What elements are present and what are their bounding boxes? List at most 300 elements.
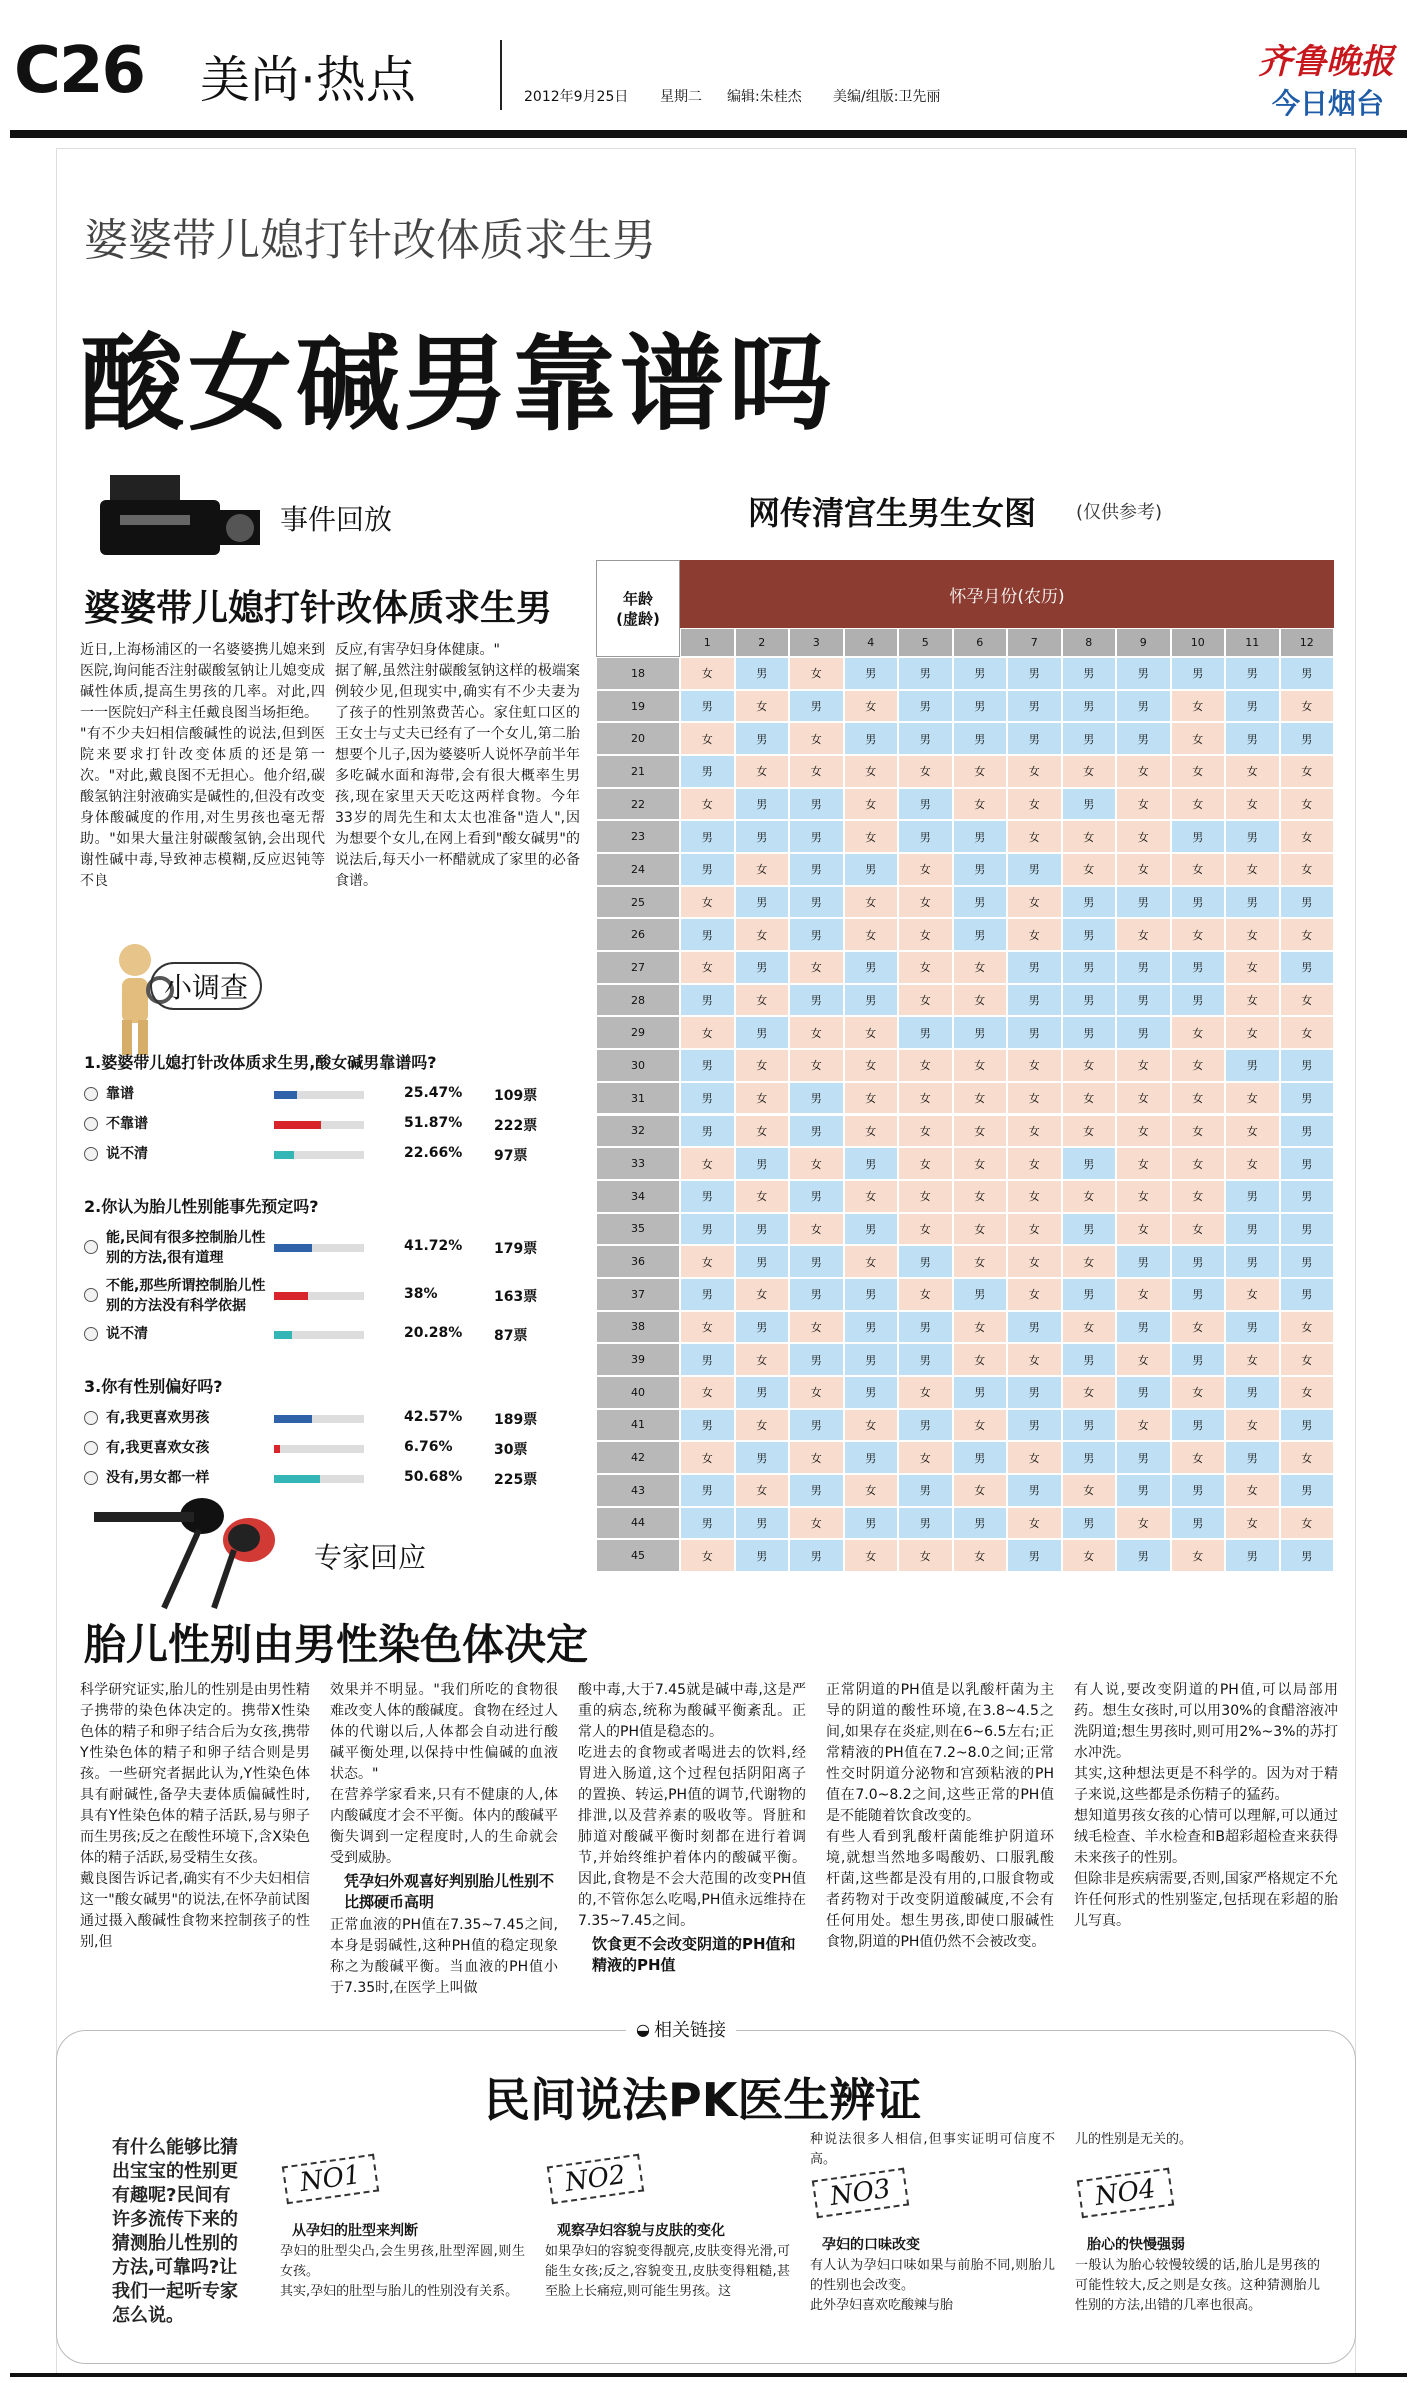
age-row-header: 32 — [596, 1115, 680, 1148]
survey-question: 2.你认为胎儿性别能事先预定吗? — [84, 1197, 319, 1216]
event-column-2: 反应,有害孕妇身体健康。" 据了解,虽然注射碳酸氢钠这样的极端案例较少见,但现实中,确实有不少夫妻为了孩子的性别煞费苦心。家住虹口区的王女士与丈夫已经有了一个女儿,第二胎想要个儿子,因为婆婆听人说怀孕前半年多吃碱水面和海带,会有很大概率生男孩,现在家里天天吃这两样食物。今年33岁的周先生和太太也准备"造人",因为想要个女儿,在网上看到"酸女碱男"的说法后,每天小一杯醋就成了家里的必备食谱。 — [335, 642, 580, 889]
expert-column-3-group — [578, 1680, 806, 2010]
chart-cell: 男 — [1007, 1016, 1062, 1049]
chart-cell: 女 — [680, 886, 735, 919]
link-item — [280, 2130, 525, 2360]
chart-cell: 女 — [1116, 1115, 1171, 1148]
chart-cell: 男 — [735, 788, 790, 821]
chart-cell: 男 — [1171, 984, 1226, 1017]
chart-cell: 女 — [1116, 788, 1171, 821]
chart-cell: 男 — [1280, 1180, 1335, 1213]
age-row-header: 21 — [596, 755, 680, 788]
expert-column-4: 正常阴道的PH值是以乳酸杆菌为主导的阴道的酸性环境,在3.8~4.5之间,如果存在炎症,则在6~6.5左右;正常精液的PH值在7.2~8.0之间;正常性交时阴道分泌物和宫颈粘液的PH值在7.0~8.2之间,这些正常的PH值是不能随着饮食改变的。 有些人看到乳酸杆菌能维护阴道环境,就想当然地多喝酸奶、口服乳酸杆菌,这些都是没有用的,口服食物或者药物对于改变阴道酸碱度,不会有任何用处。想生男孩,即使口服碱性食物,阴道的PH值仍然不会被改变。 — [826, 1682, 1054, 1950]
section-name: 美尚·热点 — [200, 51, 416, 109]
chart-cell: 男 — [1062, 722, 1117, 755]
chart-cell: 女 — [1062, 1474, 1117, 1507]
masthead-logo: 齐鲁晚报 — [1258, 42, 1394, 82]
age-row-header: 45 — [596, 1539, 680, 1572]
chart-cell: 女 — [844, 1016, 899, 1049]
chart-cell: 男 — [680, 918, 735, 951]
chart-cell: 女 — [1062, 755, 1117, 788]
chart-cell: 女 — [1116, 1082, 1171, 1115]
chart-cell: 男 — [1062, 1016, 1117, 1049]
chart-cell: 女 — [1171, 1115, 1226, 1148]
chart-cell: 男 — [953, 1441, 1008, 1474]
chart-cell: 男 — [1062, 1147, 1117, 1180]
chart-cell: 男 — [1280, 1213, 1335, 1246]
chart-cell: 女 — [953, 1474, 1008, 1507]
age-row-header: 37 — [596, 1278, 680, 1311]
survey-percent: 25.47% — [404, 1085, 463, 1101]
chart-cell: 女 — [789, 657, 844, 690]
chart-cell: 女 — [1171, 853, 1226, 886]
chart-cell: 女 — [898, 1115, 953, 1148]
chart-cell: 女 — [953, 1082, 1008, 1115]
chart-cell: 女 — [789, 1311, 844, 1344]
age-row-header: 27 — [596, 951, 680, 984]
chart-cell: 男 — [1280, 1115, 1335, 1148]
chart-cell: 男 — [1171, 1343, 1226, 1376]
chart-cell: 女 — [1171, 1441, 1226, 1474]
headline-title: 酸女碱男靠谱吗 — [80, 323, 837, 445]
chart-cell: 女 — [1062, 1082, 1117, 1115]
survey-bar — [274, 1445, 280, 1453]
age-row-header: 41 — [596, 1409, 680, 1442]
chart-cell: 女 — [844, 1539, 899, 1572]
chart-cell: 男 — [1280, 886, 1335, 919]
chart-cell: 女 — [1171, 918, 1226, 951]
chart-cell: 女 — [1225, 1507, 1280, 1540]
chart-cell: 男 — [1225, 1376, 1280, 1409]
chart-cell: 女 — [898, 984, 953, 1017]
link-item — [1075, 2130, 1320, 2360]
expert-heading: 胎儿性别由男性染色体决定 — [84, 1620, 589, 1669]
chart-cell: 男 — [789, 1278, 844, 1311]
age-row-header: 29 — [596, 1016, 680, 1049]
chart-note: (仅供参考) — [1076, 502, 1163, 523]
survey-option — [84, 1114, 584, 1136]
chart-cell: 女 — [898, 918, 953, 951]
chart-cell: 女 — [1225, 1474, 1280, 1507]
age-row-header: 43 — [596, 1474, 680, 1507]
chart-cell: 女 — [1225, 1343, 1280, 1376]
chart-cell: 女 — [680, 1441, 735, 1474]
chart-cell: 男 — [789, 820, 844, 853]
chart-cell: 女 — [1171, 722, 1226, 755]
chart-cell: 女 — [680, 1311, 735, 1344]
chart-cell: 女 — [789, 1507, 844, 1540]
survey-block — [84, 1050, 584, 1488]
link-item-heading: 孕妇的口味改变 — [822, 2237, 920, 2253]
chart-cell: 女 — [898, 1082, 953, 1115]
chart-cell: 男 — [789, 984, 844, 1017]
survey-option-label: 说不清 — [106, 1326, 148, 1342]
chart-cell: 男 — [953, 1016, 1008, 1049]
chart-cell: 男 — [1280, 1474, 1335, 1507]
chart-cell: 男 — [898, 1245, 953, 1278]
survey-option-label: 能,民间有很多控制胎儿性别的方法,很有道理 — [106, 1230, 266, 1266]
chart-cell: 女 — [1007, 1147, 1062, 1180]
chart-cell: 女 — [680, 657, 735, 690]
chart-cell: 男 — [1171, 820, 1226, 853]
chart-cell: 女 — [1062, 1180, 1117, 1213]
chart-cell: 男 — [1225, 1180, 1280, 1213]
chart-cell: 女 — [789, 1376, 844, 1409]
chart-cell: 女 — [1171, 1213, 1226, 1246]
chart-cell: 男 — [680, 1507, 735, 1540]
radio-icon — [84, 1117, 98, 1131]
survey-percent: 42.57% — [404, 1409, 463, 1425]
header-divider — [500, 40, 502, 110]
radio-icon — [84, 1441, 98, 1455]
chart-cell: 男 — [1225, 657, 1280, 690]
chart-cell: 女 — [1007, 1180, 1062, 1213]
chart-cell: 男 — [680, 1409, 735, 1442]
chart-cell: 女 — [680, 1376, 735, 1409]
chart-cell: 男 — [898, 820, 953, 853]
chart-cell: 女 — [1116, 820, 1171, 853]
survey-votes: 189票 — [494, 1412, 538, 1428]
chart-cell: 女 — [680, 951, 735, 984]
chart-grid — [596, 628, 1334, 1572]
age-row-header: 24 — [596, 853, 680, 886]
chart-cell: 女 — [953, 1049, 1008, 1082]
chart-cell: 女 — [953, 1115, 1008, 1148]
chart-cell: 女 — [735, 1115, 790, 1148]
expert-column-2-group — [330, 1680, 558, 2010]
chart-cell: 男 — [898, 1343, 953, 1376]
chart-cell: 男 — [1280, 657, 1335, 690]
chart-cell: 女 — [1116, 755, 1171, 788]
month-header-cell: 10 — [1171, 628, 1226, 657]
chart-cell: 女 — [1007, 1278, 1062, 1311]
chart-cell: 男 — [789, 1539, 844, 1572]
chart-cell: 女 — [1007, 1441, 1062, 1474]
chart-cell: 女 — [898, 755, 953, 788]
chart-cell: 女 — [1116, 1213, 1171, 1246]
month-header-cell: 11 — [1225, 628, 1280, 657]
chart-cell: 男 — [1062, 1213, 1117, 1246]
chart-cell: 女 — [898, 1147, 953, 1180]
chart-cell: 女 — [1116, 1409, 1171, 1442]
chart-cell: 女 — [1280, 984, 1335, 1017]
chart-cell: 男 — [789, 1409, 844, 1442]
age-row-header: 30 — [596, 1049, 680, 1082]
age-row-header: 36 — [596, 1245, 680, 1278]
chart-cell: 女 — [953, 755, 1008, 788]
chart-cell: 男 — [789, 918, 844, 951]
chart-cell: 男 — [1280, 1082, 1335, 1115]
chart-cell: 男 — [1280, 1278, 1335, 1311]
chart-cell: 男 — [898, 657, 953, 690]
chart-cell: 男 — [680, 1213, 735, 1246]
chart-cell: 男 — [1280, 1409, 1335, 1442]
chart-cell: 女 — [1225, 1082, 1280, 1115]
chart-cell: 男 — [1280, 1049, 1335, 1082]
chart-cell: 男 — [1171, 1278, 1226, 1311]
chart-cell: 女 — [1225, 1278, 1280, 1311]
age-row-header: 44 — [596, 1507, 680, 1540]
age-row-header: 26 — [596, 918, 680, 951]
chart-cell: 女 — [1062, 1376, 1117, 1409]
chart-cell: 女 — [844, 1049, 899, 1082]
chart-cell: 女 — [898, 1180, 953, 1213]
chart-cell: 女 — [1280, 1441, 1335, 1474]
chart-cell: 男 — [1116, 722, 1171, 755]
chart-cell: 男 — [1116, 1539, 1171, 1572]
chart-cell: 女 — [1171, 690, 1226, 723]
chart-cell: 女 — [1116, 1278, 1171, 1311]
chart-cell: 女 — [789, 1016, 844, 1049]
chart-cell: 女 — [1171, 1311, 1226, 1344]
chart-cell: 男 — [789, 1474, 844, 1507]
chart-cell: 女 — [735, 918, 790, 951]
chart-cell: 男 — [789, 1082, 844, 1115]
age-row-header: 18 — [596, 657, 680, 690]
chart-cell: 女 — [1007, 1082, 1062, 1115]
chart-cell: 男 — [898, 1311, 953, 1344]
chart-cell: 男 — [953, 820, 1008, 853]
chart-cell: 女 — [735, 1049, 790, 1082]
chart-cell: 男 — [898, 722, 953, 755]
chart-cell: 男 — [953, 690, 1008, 723]
chart-cell: 男 — [789, 886, 844, 919]
chart-cell: 男 — [1007, 1376, 1062, 1409]
chart-cell: 男 — [1116, 690, 1171, 723]
chart-cell: 男 — [844, 1311, 899, 1344]
month-header-cell: 7 — [1007, 628, 1062, 657]
chart-cell: 男 — [1007, 722, 1062, 755]
chart-cell: 女 — [953, 1147, 1008, 1180]
chart-cell: 男 — [1062, 1343, 1117, 1376]
chart-cell: 男 — [1280, 1245, 1335, 1278]
chart-cell: 女 — [1007, 755, 1062, 788]
radio-icon — [84, 1087, 98, 1101]
chart-cell: 男 — [1062, 788, 1117, 821]
chart-cell: 男 — [844, 722, 899, 755]
chart-cell: 男 — [1116, 886, 1171, 919]
page-header — [0, 0, 1417, 140]
chart-cell: 男 — [789, 788, 844, 821]
survey-option — [84, 1468, 584, 1490]
survey-votes: 179票 — [494, 1241, 538, 1257]
chart-cell: 女 — [953, 984, 1008, 1017]
chart-cell: 女 — [680, 1245, 735, 1278]
chart-cell: 女 — [1171, 1539, 1226, 1572]
chart-cell: 男 — [735, 722, 790, 755]
chart-cell: 男 — [680, 1115, 735, 1148]
chart-cell: 男 — [680, 853, 735, 886]
survey-option-label: 没有,男女都一样 — [106, 1470, 210, 1486]
chart-cell: 男 — [1007, 1311, 1062, 1344]
age-row-header: 20 — [596, 722, 680, 755]
survey-percent: 41.72% — [404, 1238, 463, 1254]
survey-option-label: 有,我更喜欢女孩 — [106, 1440, 210, 1456]
chart-cell: 女 — [1062, 1245, 1117, 1278]
survey-percent: 22.66% — [404, 1145, 463, 1161]
survey-option — [84, 1276, 584, 1316]
chart-cell: 女 — [1225, 788, 1280, 821]
chart-cell: 男 — [735, 1507, 790, 1540]
chart-cell: 男 — [898, 788, 953, 821]
chart-cell: 女 — [1225, 1409, 1280, 1442]
chart-cell: 女 — [1007, 918, 1062, 951]
chart-cell: 男 — [844, 984, 899, 1017]
chart-cell: 女 — [680, 788, 735, 821]
survey-option-label: 不能,那些所谓控制胎儿性别的方法没有科学依据 — [106, 1278, 266, 1314]
expert-subheading-2: 饮食更不会改变阴道的PH值和精液的PH值 — [592, 1935, 796, 1974]
link-item-heading: 胎心的快慢强弱 — [1087, 2237, 1185, 2253]
chart-cell: 男 — [898, 690, 953, 723]
survey-percent: 50.68% — [404, 1469, 463, 1485]
chart-cell: 男 — [1116, 1311, 1171, 1344]
chart-cell: 男 — [953, 1376, 1008, 1409]
chart-cell: 男 — [1007, 690, 1062, 723]
chart-cell: 女 — [1007, 1213, 1062, 1246]
survey-question: 1.婆婆带儿媳打针改体质求生男,酸女碱男靠谱吗? — [84, 1053, 437, 1072]
chart-cell: 男 — [735, 1245, 790, 1278]
chart-cell: 女 — [735, 1474, 790, 1507]
camera-icon — [90, 460, 270, 574]
survey-option-label: 靠谱 — [106, 1086, 134, 1102]
link-item-heading: 观察孕妇容貌与皮肤的变化 — [557, 2223, 725, 2239]
chart-cell: 男 — [1225, 1245, 1280, 1278]
expert-subheading-1: 凭孕妇外观喜好判别胎儿性别不比掷硬币高明 — [344, 1872, 555, 1911]
chart-cell: 男 — [1062, 1409, 1117, 1442]
expert-column-5: 有人说,要改变阴道的PH值,可以局部用药。想生女孩时,可以用30%的食醋溶液冲洗阴道;想生男孩时,则可用2%~3%的苏打水冲洗。 其实,这种想法更是不科学的。因为对于精子来说,这些都是杀伤精子的猛药。 想知道男孩女孩的心情可以理解,可以通过绒毛检查、羊水检查和B超彩超检查来获得未来孩子的性别。 但除非是疾病需要,否则,国家严格规定不允许任何形式的性别鉴定,包括现在彩超的胎儿写真。 — [1074, 1682, 1338, 1929]
month-header-cell: 9 — [1116, 628, 1171, 657]
chart-cell: 男 — [844, 1213, 899, 1246]
survey-option — [84, 1228, 584, 1268]
chart-cell: 男 — [1225, 820, 1280, 853]
link-item-number-badge: NO1 — [282, 2154, 379, 2205]
chart-cell: 女 — [1171, 1082, 1226, 1115]
chart-cell: 女 — [1116, 1180, 1171, 1213]
chart-cell: 女 — [1280, 1311, 1335, 1344]
links-label: 相关链接 — [653, 2020, 726, 2041]
chart-cell: 女 — [1116, 853, 1171, 886]
links-items — [280, 2130, 1340, 2360]
issue-weekday: 星期二 — [660, 89, 702, 105]
chart-cell: 女 — [953, 1343, 1008, 1376]
chart-cell: 女 — [844, 788, 899, 821]
survey-bar — [274, 1121, 321, 1129]
chart-cell: 女 — [898, 1049, 953, 1082]
chart-cell: 女 — [898, 1376, 953, 1409]
chart-cell: 男 — [1116, 1474, 1171, 1507]
chart-cell: 女 — [789, 1441, 844, 1474]
chart-cell: 女 — [1225, 984, 1280, 1017]
chart-cell: 女 — [1062, 853, 1117, 886]
chart-cell: 男 — [680, 690, 735, 723]
chart-cell: 女 — [1171, 1180, 1226, 1213]
links-label-wrap — [626, 2016, 736, 2042]
chart-cell: 女 — [680, 1016, 735, 1049]
month-header — [680, 560, 1334, 628]
chart-cell: 男 — [735, 1441, 790, 1474]
chart-cell: 男 — [1171, 1474, 1226, 1507]
survey-votes: 222票 — [494, 1118, 538, 1134]
chart-cell: 男 — [953, 722, 1008, 755]
chart-cell: 男 — [953, 1507, 1008, 1540]
radio-icon — [84, 1327, 98, 1341]
chart-cell: 女 — [1062, 1115, 1117, 1148]
chart-cell: 男 — [735, 1213, 790, 1246]
month-header-text: 怀孕月份(农历) — [949, 586, 1065, 607]
chart-cell: 男 — [1062, 951, 1117, 984]
chart-cell: 女 — [1225, 1016, 1280, 1049]
chart-cell: 女 — [1225, 918, 1280, 951]
chart-cell: 女 — [1007, 1245, 1062, 1278]
chart-cell: 女 — [680, 1539, 735, 1572]
chart-cell: 女 — [1116, 1507, 1171, 1540]
chart-cell: 女 — [789, 722, 844, 755]
chart-cell: 男 — [789, 853, 844, 886]
radio-icon — [84, 1411, 98, 1425]
age-row-header: 42 — [596, 1441, 680, 1474]
chart-cell: 女 — [735, 853, 790, 886]
chart-cell: 男 — [1062, 690, 1117, 723]
chart-cell: 男 — [680, 1278, 735, 1311]
survey-votes: 97票 — [494, 1148, 528, 1164]
issue-date: 2012年9月25日 — [524, 89, 629, 105]
chart-cell: 女 — [1007, 1343, 1062, 1376]
chart-cell: 女 — [1280, 1507, 1335, 1540]
survey-option — [84, 1144, 584, 1166]
chart-cell: 男 — [1171, 951, 1226, 984]
chart-cell: 女 — [1007, 886, 1062, 919]
survey-votes: 87票 — [494, 1328, 528, 1344]
chart-cell: 女 — [898, 951, 953, 984]
chart-cell: 女 — [1116, 1147, 1171, 1180]
chart-cell: 女 — [1007, 1049, 1062, 1082]
survey-votes: 225票 — [494, 1472, 538, 1488]
radio-icon — [84, 1471, 98, 1485]
month-header-cell: 2 — [735, 628, 790, 657]
chart-cell: 男 — [680, 1343, 735, 1376]
chart-cell: 男 — [1171, 657, 1226, 690]
chart-cell: 女 — [844, 1245, 899, 1278]
survey-option-label: 不靠谱 — [106, 1116, 148, 1132]
chart-cell: 男 — [680, 984, 735, 1017]
month-header-cell: 4 — [844, 628, 899, 657]
link-item-body: 有人认为孕妇口味如果与前胎不同,则胎儿的性别也会改变。 此外孕妇喜欢吃酸辣与胎 — [810, 2258, 1055, 2313]
chart-cell: 男 — [844, 1507, 899, 1540]
chart-cell: 女 — [1007, 1507, 1062, 1540]
chart-cell: 男 — [898, 1016, 953, 1049]
footer-rule — [10, 2373, 1407, 2377]
age-row-header: 34 — [596, 1180, 680, 1213]
chart-cell: 女 — [1171, 788, 1226, 821]
chart-cell: 女 — [953, 1539, 1008, 1572]
survey-votes: 30票 — [494, 1442, 528, 1458]
age-row-header: 19 — [596, 690, 680, 723]
chart-cell: 男 — [735, 1311, 790, 1344]
event-label: 事件回放 — [280, 503, 393, 536]
chart-cell: 男 — [789, 690, 844, 723]
chart-cell: 女 — [1116, 918, 1171, 951]
chart-cell: 男 — [953, 1278, 1008, 1311]
survey-bar-track — [274, 1445, 364, 1453]
chart-cell: 女 — [1280, 1376, 1335, 1409]
chart-cell: 女 — [1116, 1343, 1171, 1376]
expert-column-2: 效果并不明显。"我们所吃的食物很难改变人体的酸碱度。食物在经过人体的代谢以后,人体都会自动进行酸碱平衡处理,以保持中性偏碱的血液状态。" 在营养学家看来,只有不健康的人,体内酸碱度才会不平衡。体内的酸碱平衡失调到一定程度时,人的生命就会受到威胁。 — [330, 1682, 558, 1866]
event-heading: 婆婆带儿媳打针改体质求生男 — [84, 588, 553, 629]
link-item — [545, 2130, 790, 2360]
chart-cell: 女 — [1225, 755, 1280, 788]
chart-cell: 男 — [1225, 1311, 1280, 1344]
chart-cell: 男 — [1116, 984, 1171, 1017]
